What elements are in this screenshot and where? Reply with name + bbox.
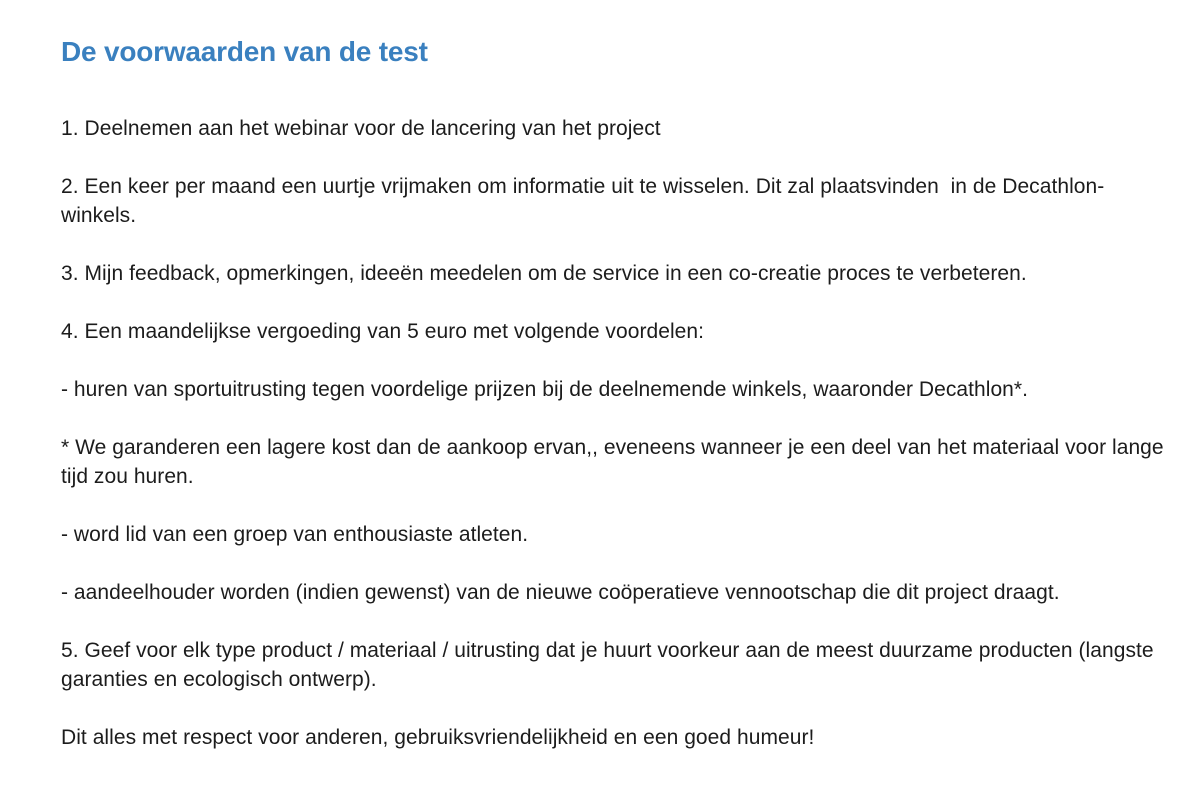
condition-sustainable-products: 5. Geef voor elk type product / materiaal / uitrusting dat je huurt voorkeur aan de meest duurzame producten (langste garanties en ecologisch ontwerp). — [61, 639, 1160, 691]
document-content — [61, 30, 1171, 752]
benefit-community: - word lid van een groep van enthousiaste atleten. — [61, 523, 529, 546]
condition-webinar: 1. Deelnemen aan het webinar voor de lancering van het project — [61, 117, 661, 140]
condition-monthly-meeting: 2. Een keer per maand een uurtje vrijmaken om informatie uit te wisselen. Dit zal plaatsvinden in de Decathlon-winkels. — [61, 175, 1105, 227]
closing-note: Dit alles met respect voor anderen, gebruiksvriendelijkheid en een goed humeur! — [61, 726, 815, 749]
conditions-list — [61, 114, 1171, 752]
condition-monthly-fee: 4. Een maandelijkse vergoeding van 5 euro met volgende voordelen: — [61, 320, 705, 343]
page-title: De voorwaarden van de test — [61, 36, 428, 67]
condition-feedback: 3. Mijn feedback, opmerkingen, ideeën meedelen om de service in een co-creatie proces te verbeteren. — [61, 262, 1027, 285]
benefit-rental: - huren van sportuitrusting tegen voordelige prijzen bij de deelnemende winkels, waaronder Decathlon*. — [61, 378, 1029, 401]
benefit-shareholder: - aandeelhouder worden (indien gewenst) van de nieuwe coöperatieve vennootschap die dit project draagt. — [61, 581, 1060, 604]
benefit-footnote: * We garanderen een lagere kost dan de aankoop ervan,, eveneens wanneer je een deel van het materiaal voor lange tijd zou huren. — [61, 436, 1170, 488]
